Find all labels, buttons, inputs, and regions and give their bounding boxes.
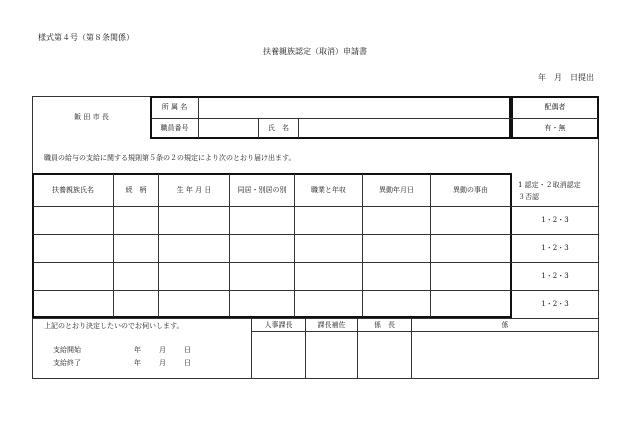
approver-deputy: 課長補佐 (317, 320, 346, 329)
end-day: 日 (184, 359, 191, 367)
department-field[interactable] (200, 98, 510, 117)
start-month: 月 (159, 346, 166, 354)
request-text: 上記のとおり決定したいのでお伺いします。 (44, 322, 184, 330)
end-year: 年 (134, 359, 141, 367)
start-label: 支給開始 (53, 346, 81, 354)
name-field[interactable] (300, 120, 510, 137)
col-decision-line2: ３否認 (518, 193, 539, 201)
table-row-4-name[interactable] (34, 291, 112, 317)
col-change-date: 異動年月日 (379, 185, 414, 194)
end-month: 月 (159, 359, 166, 367)
mayor-label: 飯 田 市 長 (74, 113, 109, 121)
department-label: 所 属 名 (161, 103, 188, 111)
start-year: 年 (134, 346, 141, 354)
decision-option-row-1[interactable]: 1・2・3 (541, 216, 569, 224)
decision-option-row-3[interactable]: 1・2・3 (541, 272, 569, 280)
spouse-label: 配偶者 (544, 103, 566, 111)
col-dependent-name: 扶養親族氏名 (52, 185, 94, 194)
stamp-box-section-chief[interactable] (358, 332, 411, 378)
table-row-2-name[interactable] (34, 235, 112, 261)
table-row-3-name[interactable] (34, 263, 112, 289)
staff-number-field[interactable] (200, 120, 257, 137)
col-birthdate: 生 年 月 日 (176, 185, 212, 194)
end-label: 支給終了 (53, 359, 81, 367)
approver-hr-chief: 人事課長 (264, 320, 293, 329)
staff-number-label: 職員番号 (160, 124, 189, 132)
decision-option-row-4[interactable]: 1・2・3 (541, 300, 569, 308)
table-row-1-name[interactable] (34, 207, 112, 233)
col-relationship: 続 柄 (125, 185, 147, 194)
approver-staff: 係 (501, 320, 509, 329)
stamp-box-hr-chief[interactable] (252, 332, 305, 378)
form-title: 扶養親族認定（取消）申請書 (263, 47, 367, 56)
stamp-box-staff[interactable] (412, 332, 598, 378)
col-cohabitation: 同居・別居の別 (237, 185, 287, 194)
col-occupation-income: 職業と年収 (311, 185, 346, 194)
form-number: 様式第４号（第８条関係） (38, 33, 134, 42)
spouse-choice[interactable]: 有・無 (544, 124, 566, 132)
decision-option-row-2[interactable]: 1・2・3 (541, 244, 569, 252)
start-day: 日 (184, 346, 191, 354)
col-decision-line1: 1 認定・２取消認定 (518, 181, 581, 189)
submission-date: 年 月 日提出 (538, 73, 594, 82)
statement-text: 職員の給与の支給に関する規則第５条の２の規定により次のとおり届け出ます。 (44, 154, 296, 162)
name-label: 氏 名 (268, 124, 289, 132)
stamp-box-deputy[interactable] (306, 332, 357, 378)
col-change-reason: 異動の事由 (453, 185, 488, 194)
approver-section-chief: 係 長 (374, 320, 395, 329)
